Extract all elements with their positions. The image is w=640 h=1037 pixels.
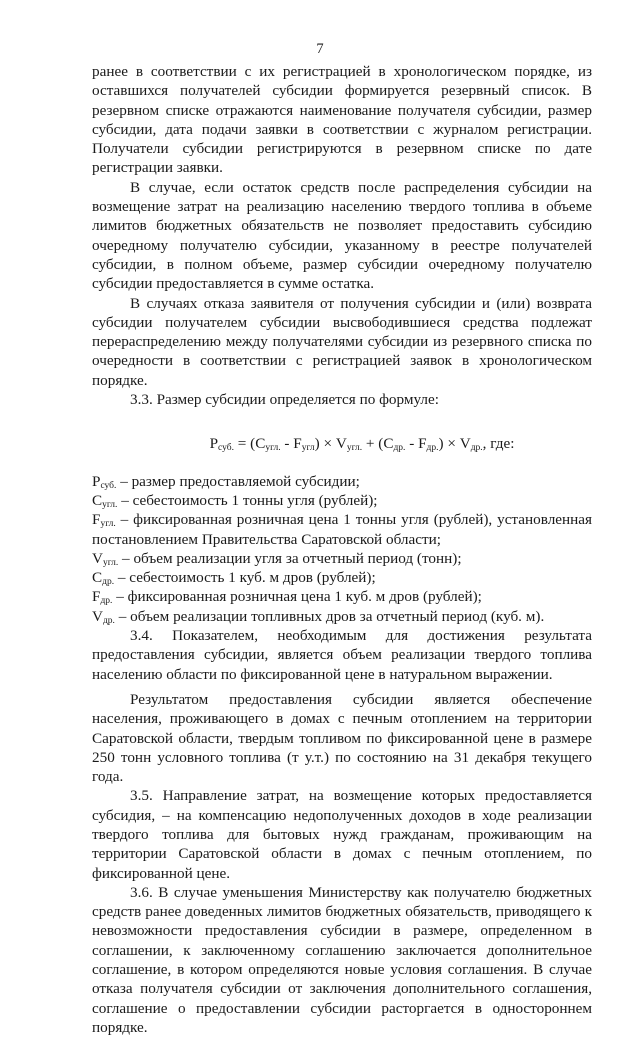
definition-line: $P_{суб.}$ – размер предоставляемой субсидии; [92,472,360,491]
definition-line: $V_{др.}$ – объем реализации топливных дров за отчетный период (куб. м). [92,607,545,626]
document-body [92,62,592,1037]
paragraph-result: Результатом предоставления субсидии является обеспечение населения, проживающего в домах с печным отоплением на территории Саратовской области, твердым топливом по фиксированной цене в размере 250 тонн условного топлива (т у.т.) по состоянию на 31 декабря текущего года. [92,690,592,786]
definition-line: $C_{угл.}$ – себестоимость 1 тонны угля (рублей); [92,491,378,510]
subsidy-formula: $P_{суб.} = (C_{угл.} - F_{угл}) \times V_{угл.} + (C_{др.} - F_{др.}) \times V_{др.}$, где: [209,435,515,454]
definition-line: $F_{др.}$ – фиксированная розничная цена 1 куб. м дров (рублей); [92,588,482,607]
paragraph-refusal: В случаях отказа заявителя от получения субсидии и (или) возврата субсидии получателем субсидии высвободившиеся средства подлежат перераспределению между получателями субсидии из резервного списка по очередности в соответствии с регистрацией заявок в хронологическом порядке. [92,294,592,389]
paragraph-3-3: 3.3. Размер субсидии определяется по формуле: [130,391,439,409]
page-number: 7 [316,41,324,57]
definition-line: $C_{др.}$ – себестоимость 1 куб. м дров (рублей); [92,569,376,588]
paragraph-reserve-list: ранее в соответствии с их регистрацией в хронологическом порядке, из оставшихся получателей субсидии формируется резервный список. В резервном списке отражаются наименование получателя субсидии, размер субсидии, дата подачи заявки в соответствии с журналом регистрации. Получатели субсидии регистрируются в резервном списке по дате регистрации заявки. [92,63,592,177]
paragraph-3-4: 3.4. Показателем, необходимым для достижения результата предоставления субсидии, является объем реализации твердого топлива населению области по фиксированной цене в натуральном выражении. [92,627,592,683]
definition-line: $F_{угл.}$ – фиксированная розничная цена 1 тонны угля (рублей), установленная постановлением Правительства Саратовской области; [92,511,592,548]
paragraph-3-6: 3.6. В случае уменьшения Министерству как получателю бюджетных средств ранее доведенных лимитов бюджетных обязательств, приводящего к невозможности предоставления субсидии в размере, определенном в соглашении, к заключенному соглашению заключается дополнительное соглашение, в котором определяются новые условия соглашения. В случае отказа получателя субсидии от заключения дополнительного соглашения, соглашение о предоставлении субсидии расторгается в одностороннем порядке. [92,883,592,1036]
definition-line: $V_{угл.}$ – объем реализации угля за отчетный период (тонн); [92,549,462,568]
paragraph-3-5: 3.5. Направление затрат, на возмещение которых предоставляется субсидия, – на компенсацию недополученных доходов в ходе реализации твердого топлива для бытовых нужд гражданам, проживающим на территории Саратовской области в домах с печным отоплением, по фиксированной цене. [92,787,592,882]
paragraph-remaining-funds: В случае, если остаток средств после распределения субсидии на возмещение затрат на реализацию населению твердого топлива в объеме лимитов бюджетных обязательств не позволяет предоставить субсидию очередному получателю субсидии, указанному в реестре получателей субсидии, в полном объеме, размер субсидии очередному получателю субсидии предоставляется в сумме остатка. [92,178,592,293]
